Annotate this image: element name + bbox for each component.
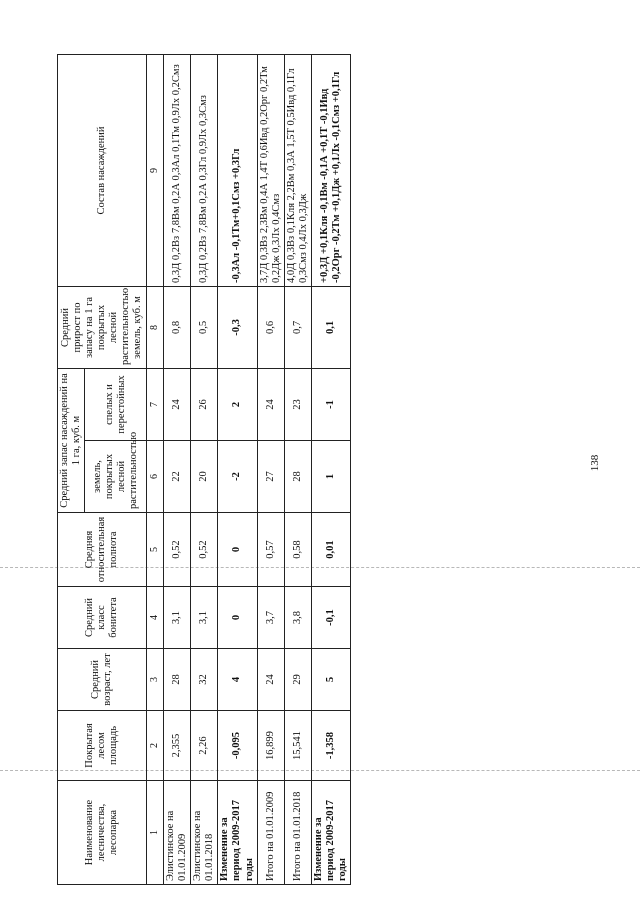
cell-stock: 1 <box>311 441 350 513</box>
cell-bonitet: -0,1 <box>311 587 350 649</box>
cell-growth: 0,1 <box>311 286 350 368</box>
header-density: Средняя относительная полнота <box>58 513 147 587</box>
cell-stock: 20 <box>191 441 218 513</box>
cell-bonitet: 3,7 <box>257 587 284 649</box>
cell-area: 15,541 <box>284 711 311 781</box>
header-stock-covered: земель, покрытых лесной растительностью <box>85 441 147 513</box>
cell-growth: 0,7 <box>284 286 311 368</box>
cell-age: 28 <box>164 649 191 711</box>
cell-mature: 24 <box>164 368 191 440</box>
header-stock-mature: спелых и перестойных <box>85 368 147 440</box>
table-row <box>191 54 218 884</box>
cell-growth: 0,6 <box>257 286 284 368</box>
cell-area: 2,355 <box>164 711 191 781</box>
cell-composition: 4,0Д 0,3Вз 0,1Кля 2,2Вм 0,3А 1,5Т 0,5Ивд 0,1Гл 0,3Смз 0,4Лх 0,3Дж <box>284 54 311 286</box>
cell-area: 16,899 <box>257 711 284 781</box>
cell-age: 32 <box>191 649 218 711</box>
cell-density: 0,01 <box>311 513 350 587</box>
cell-stock: 28 <box>284 441 311 513</box>
cell-name: Изменение за период 2009-2017 годы <box>218 781 257 885</box>
cell-name: Элистинское на 01.01.2018 <box>191 781 218 885</box>
header-growth: Средний прирост по запасу на 1 га покрытых лесной растительностью земель, куб. м <box>58 286 147 368</box>
cell-name: Элистинское на 01.01.2009 <box>164 781 191 885</box>
header-age: Средний возраст, лет <box>58 649 147 711</box>
column-number: 6 <box>147 441 164 513</box>
cell-density: 0,52 <box>164 513 191 587</box>
cell-age: 5 <box>311 649 350 711</box>
cell-age: 24 <box>257 649 284 711</box>
cell-area: -0,095 <box>218 711 257 781</box>
cell-mature: 2 <box>218 368 257 440</box>
cell-density: 0 <box>218 513 257 587</box>
column-number: 1 <box>147 781 164 885</box>
cell-bonitet: 3,1 <box>164 587 191 649</box>
cell-area: 2,26 <box>191 711 218 781</box>
forest-stands-table <box>57 54 351 885</box>
header-stock-group: Средний запас насаждений на 1 га, куб. м <box>58 368 85 512</box>
cell-bonitet: 3,1 <box>191 587 218 649</box>
cell-mature: 26 <box>191 368 218 440</box>
cell-stock: -2 <box>218 441 257 513</box>
column-number: 4 <box>147 587 164 649</box>
cell-age: 29 <box>284 649 311 711</box>
cell-density: 0,52 <box>191 513 218 587</box>
cell-composition: -0,3Ал -0,1Тм+0,1Смз +0,3Гл <box>218 54 257 286</box>
column-number: 9 <box>147 54 164 286</box>
cell-composition: 0,3Д 0,2Вз 7,8Вм 0,2А 0,3Гл 0,9Лх 0,3Смз <box>191 54 218 286</box>
page-number: 138 <box>589 454 601 472</box>
column-number: 7 <box>147 368 164 440</box>
cell-area: -1,358 <box>311 711 350 781</box>
table-row-change <box>218 54 257 884</box>
cell-mature: 24 <box>257 368 284 440</box>
cell-growth: 0,8 <box>164 286 191 368</box>
cell-age: 4 <box>218 649 257 711</box>
cell-composition: +0,3Д +0,1Кля -0,1Вм -0,1А +0,1Т -0,1Ивд -0,2Орг -0,2Тм +0,1Дж +0,1Лх -0,1Смз +0,1Гл <box>311 54 350 286</box>
rotated-table-container <box>57 55 348 885</box>
column-number: 8 <box>147 286 164 368</box>
cell-name: Изменение за период 2009-2017 годы <box>311 781 350 885</box>
cell-bonitet: 3,8 <box>284 587 311 649</box>
cell-stock: 27 <box>257 441 284 513</box>
cell-growth: -0,3 <box>218 286 257 368</box>
cell-growth: 0,5 <box>191 286 218 368</box>
table-row <box>257 54 284 884</box>
header-area: Покрытая лесом площадь <box>58 711 147 781</box>
column-number: 3 <box>147 649 164 711</box>
table-row-change <box>311 54 350 884</box>
cell-composition: 0,3Д 0,2Вз 7,8Вм 0,2А 0,3Ал 0,1Тм 0,9Лх 0,2Смз <box>164 54 191 286</box>
cell-density: 0,57 <box>257 513 284 587</box>
column-number: 2 <box>147 711 164 781</box>
header-composition: Состав насаждений <box>58 54 147 286</box>
header-bonitet: Средний класс бонитета <box>58 587 147 649</box>
header-name: Наименование лесничества, лесопарка <box>58 781 147 885</box>
cell-name: Итого на 01.01.2009 <box>257 781 284 885</box>
cell-composition: 3,7Д 0,3Вз 2,3Вм 0,4А 1,4Т 0,6Ивд 0,2Орг 0,2Тм 0,2Дж 0,3Лх 0,4Смз <box>257 54 284 286</box>
cell-mature: 23 <box>284 368 311 440</box>
cell-bonitet: 0 <box>218 587 257 649</box>
cell-mature: -1 <box>311 368 350 440</box>
table-row <box>164 54 191 884</box>
cell-density: 0,58 <box>284 513 311 587</box>
table-frame <box>57 55 348 885</box>
table-row <box>284 54 311 884</box>
column-number: 5 <box>147 513 164 587</box>
cell-name: Итого на 01.01.2018 <box>284 781 311 885</box>
cell-stock: 22 <box>164 441 191 513</box>
